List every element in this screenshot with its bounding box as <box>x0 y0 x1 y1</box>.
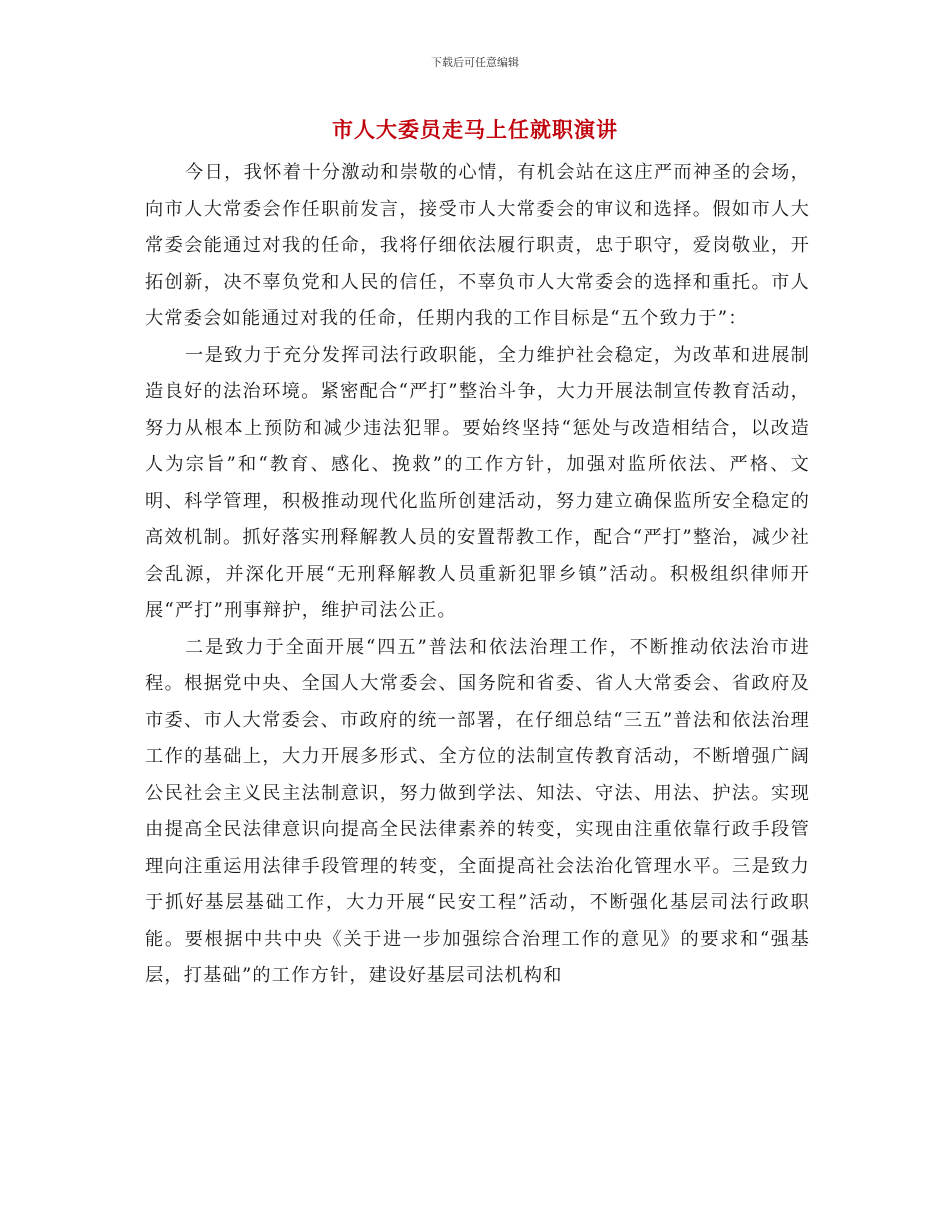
paragraph: 二是致力于全面开展“四五”普法和依法治理工作，不断推动依法治市进程。根据党中央、全国人大常委会、国务院和省委、省人大常委会、省政府及市委、市人大常委会、市政府的统一部署，在仔细总结“三五”普法和依法治理工作的基础上，大力开展多形式、全方位的法制宣传教育活动，不断增强广阔公民社会主义民主法制意识，努力做到学法、知法、守法、用法、护法。实现由提高全民法律意识向提高全民法律素养的转变，实现由注重依靠行政手段管理向注重运用法律手段管理的转变，全面提高社会法治化管理水平。三是致力于抓好基层基础工作，大力开展“民安工程”活动，不断强化基层司法行政职能。要根据中共中央《关于进一步加强综合治理工作的意见》的要求和“强基层，打基础”的工作方针，建设好基层司法机构和 <box>145 636 810 986</box>
paragraph: 一是致力于充分发挥司法行政职能，全力维护社会稳定，为改革和进展制造良好的法治环境。紧密配合“严打”整治斗争，大力开展法制宣传教育活动，努力从根本上预防和减少违法犯罪。要始终坚持“惩处与改造相结合，以改造人为宗旨”和“教育、感化、挽救”的工作方针，加强对监所依法、严格、文明、科学管理，积极推动现代化监所创建活动，努力建立确保监所安全稳定的高效机制。抓好落实刑释解教人员的安置帮教工作，配合“严打”整治，减少社会乱源，并深化开展“无刑释解教人员重新犯罪乡镇”活动。积极组织律师开展“严打”刑事辩护，维护司法公正。 <box>145 344 810 621</box>
document-title: 市人大委员走马上任就职演讲 <box>332 118 618 142</box>
document-body <box>145 155 810 995</box>
header-note: 下载后可任意编辑 <box>431 56 519 69</box>
paragraph: 今日，我怀着十分激动和崇敬的心情，有机会站在这庄严而神圣的会场，向市人大常委会作任职前发言，接受市人大常委会的审议和选择。假如市人大常委会能通过对我的任命，我将仔细依法履行职责，忠于职守，爱岗敬业，开拓创新，决不辜负党和人民的信任，不辜负市人大常委会的选择和重托。市人大常委会如能通过对我的任命，任期内我的工作目标是“五个致力于”： <box>145 162 810 329</box>
